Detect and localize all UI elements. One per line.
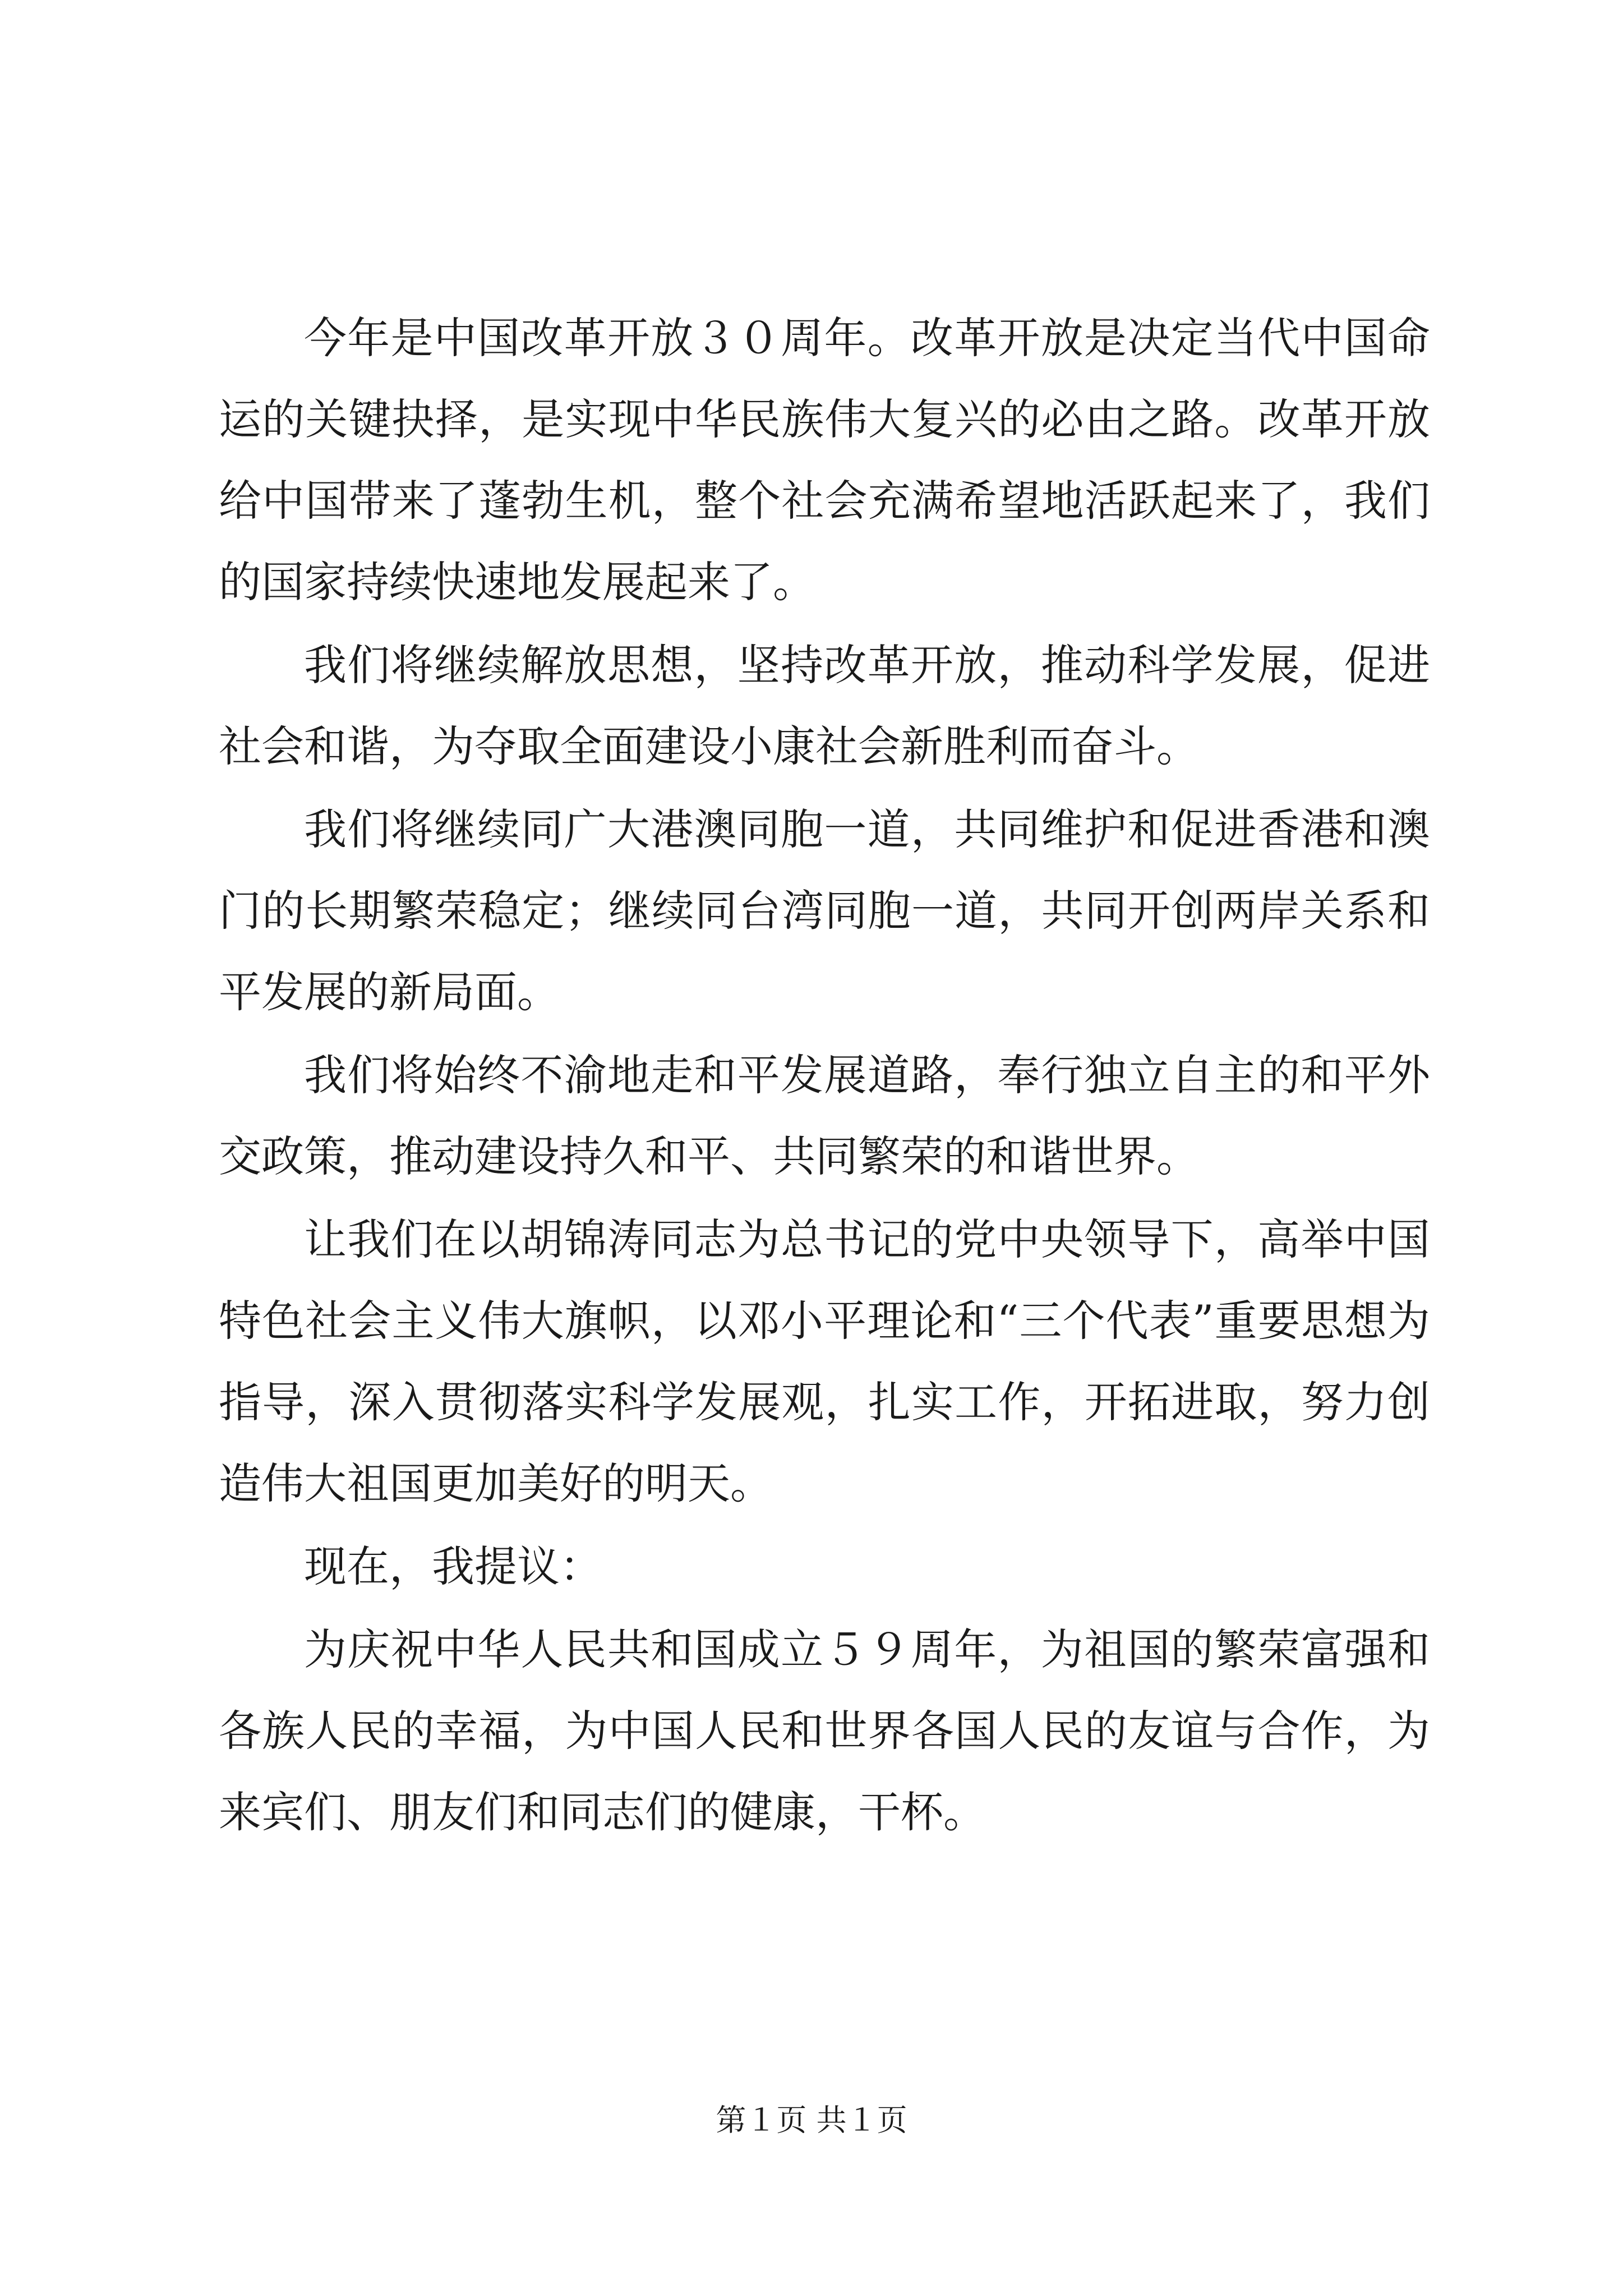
paragraph-5: 让我们在以胡锦涛同志为总书记的党中央领导下，高举中国特色社会主义伟大旗帜，以邓小平理论和“三个代表”重要思想为指导，深入贯彻落实科学发展观，扎实工作，开拓进取，努力创造伟大祖国更加美好的明天。: [219, 1214, 1430, 1508]
document-body: [219, 297, 1430, 1855]
page-footer: 第１页 共１页: [716, 2102, 907, 2138]
paragraph-4: 我们将始终不渝地走和平发展道路，奉行独立自主的和平外交政策，推动建设持久和平、共同繁荣的和谐世界。: [219, 1050, 1430, 1181]
paragraph-3: 我们将继续同广大港澳同胞一道，共同维护和促进香港和澳门的长期繁荣稳定；继续同台湾同胞一道，共同开创两岸关系和平发展的新局面。: [219, 804, 1430, 1017]
paragraph-2: 我们将继续解放思想，坚持改革开放，推动科学发展，促进社会和谐，为夺取全面建设小康社会新胜利而奋斗。: [219, 640, 1430, 771]
paragraph-1: 今年是中国改革开放３０周年。改革开放是决定当代中国命运的关键抉择，是实现中华民族伟大复兴的必由之路。改革开放给中国带来了蓬勃生机，整个社会充满希望地活跃起来了，我们的国家持续快速地发展起来了。: [219, 313, 1430, 607]
paragraph-6: 现在，我提议：: [304, 1542, 602, 1591]
paragraph-7: 为庆祝中华人民共和国成立５９周年，为祖国的繁荣富强和各族人民的幸福，为中国人民和世界各国人民的友谊与合作，为来宾们、朋友们和同志们的健康，干杯。: [219, 1625, 1430, 1837]
